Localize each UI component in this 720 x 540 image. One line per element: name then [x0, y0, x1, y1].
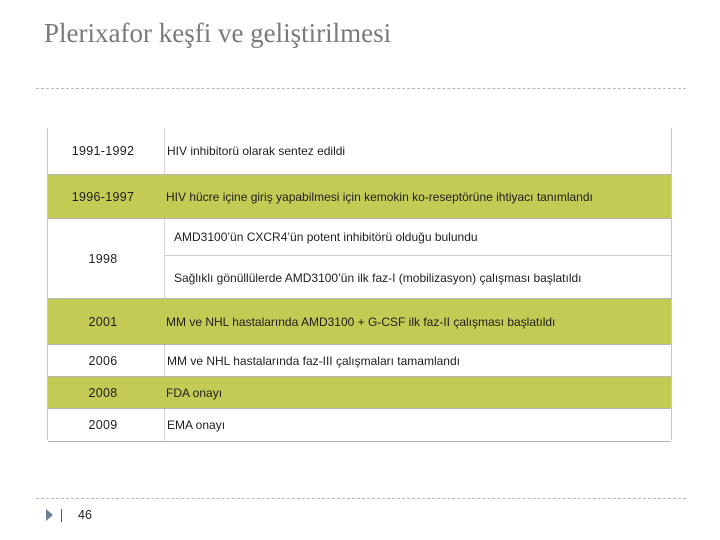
table-row — [48, 128, 671, 174]
table-row — [48, 174, 671, 219]
year-cell: 2006 — [88, 354, 118, 368]
event-cell — [164, 299, 671, 345]
event-cell — [164, 377, 671, 409]
page-number: 46 — [78, 508, 92, 522]
event-text: MM ve NHL hastalarında AMD3100 + G-CSF ilk faz-II çalışması başlatıldı — [166, 315, 556, 329]
year-cell: 2001 — [88, 315, 118, 329]
slide-footer — [46, 508, 92, 522]
event-cell — [164, 409, 671, 441]
event-cell — [164, 255, 671, 300]
year-cell: 1991-1992 — [71, 144, 135, 158]
triangle-bullet-icon — [46, 509, 53, 521]
table-row — [48, 408, 671, 442]
bottom-divider — [36, 498, 686, 499]
event-cell — [164, 128, 671, 174]
year-cell: 1996-1997 — [71, 190, 135, 204]
event-text: EMA onayı — [167, 418, 226, 432]
event-cell — [164, 219, 671, 255]
event-text: AMD3100’ün CXCR4’ün potent inhibitörü olduğu bulundu — [174, 230, 478, 244]
top-divider — [36, 88, 686, 89]
timeline-table — [47, 128, 672, 440]
event-text: MM ve NHL hastalarında faz-III çalışmaları tamamlandı — [167, 354, 460, 368]
table-row — [48, 298, 671, 345]
event-text: HIV hücre içine giriş yapabilmesi için kemokin ko-reseptörüne ihtiyacı tanımlandı — [166, 190, 593, 204]
year-cell: 2008 — [88, 386, 118, 400]
table-row — [48, 376, 671, 409]
table-row — [48, 218, 671, 299]
event-text: Sağlıklı gönüllülerde AMD3100’ün ilk faz-I (mobilizasyon) çalışması başlatıldı — [174, 271, 582, 285]
slide-title: Plerixafor keşfi ve geliştirilmesi — [44, 18, 392, 48]
event-text: FDA onayı — [166, 386, 223, 400]
event-cell — [164, 345, 671, 377]
footer-separator — [61, 509, 62, 522]
year-cell: 1998 — [88, 252, 118, 266]
table-row — [48, 344, 671, 377]
year-cell: 2009 — [88, 418, 118, 432]
event-text: HIV inhibitorü olarak sentez edildi — [167, 144, 346, 158]
event-cell — [164, 175, 671, 219]
